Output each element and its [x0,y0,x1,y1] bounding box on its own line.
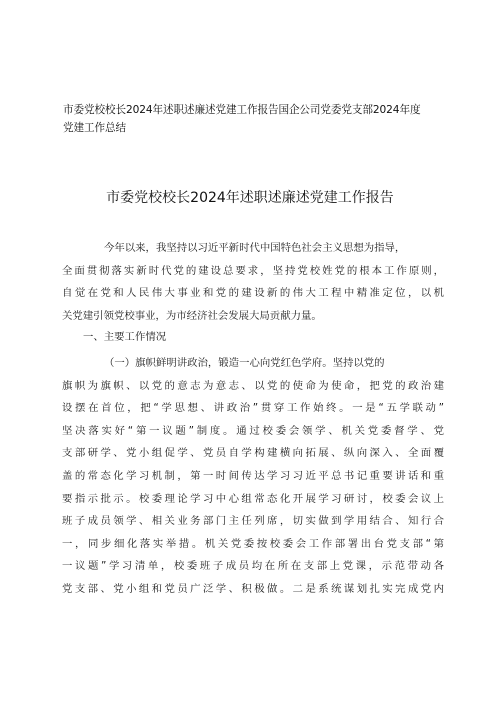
section-line: （一）旗帜鲜明讲政治，锻造一心向党红色学府。坚持以党的 [104,357,385,369]
intro-line: 今年以来，我坚持以习近平新时代中国特色社会主义思想为指导， [104,242,406,254]
section-line: 班子成员领学、相关业务部门主任列席，切实做到学用结合、知行合 [62,515,444,528]
section-heading: 一、主要工作情况 [83,331,167,343]
intro-line: 自觉在党和人民伟大事业和党的建设新的伟大工程中精准定位，以机 [62,287,444,300]
intro-paragraph [62,237,444,327]
document-heading-line-1: 市委党校校长2024年述职述廉述党建工作报告国企公司党委党支部2024年度 [63,104,421,116]
section-line: 党支部、党小组和党员广泛学、积极做。二是系统谋划扎实完成党内 [62,582,444,595]
section-line: 盖的常态化学习机制，第一时间传达学习习近平总书记重要讲话和重 [62,469,444,482]
intro-line: 关党建引领党校事业，为市经济社会发展大局贡献力量。 [62,309,322,322]
section-line: 坚决落实好“第一议题”制度。通过校委会领学、机关党委督学、党 [62,424,444,437]
section-paragraph [62,352,444,601]
document-heading [63,101,453,137]
report-title: 市委党校校长2024年述职述廉述党建工作报告 [106,190,394,206]
section-line: 要指示批示。校委理论学习中心组常态化开展学习研讨，校委会议上 [62,492,444,505]
section-line: 支部研学、党小组促学、党员自学构建横向拓展、纵向深入、全面覆 [62,447,444,460]
section-line: 一议题”学习清单，校委班子成员均在所在支部上党课，示范带动各 [62,560,444,573]
section-line: 旗帜为旗帜、以党的意志为意志、以党的使命为使命，把党的政治建 [62,379,444,392]
intro-line: 全面贯彻落实新时代党的建设总要求，坚持党校姓党的根本工作原则， [62,264,444,277]
document-heading-line-2: 党建工作总结 [63,122,126,134]
section-line: 一，同步细化落实举措。机关党委按校委会工作部署出台党支部“第 [62,537,444,550]
section-line: 设摆在首位，把“学思想、讲政治”贯穿工作始终。一是“五学联动” [62,402,444,415]
